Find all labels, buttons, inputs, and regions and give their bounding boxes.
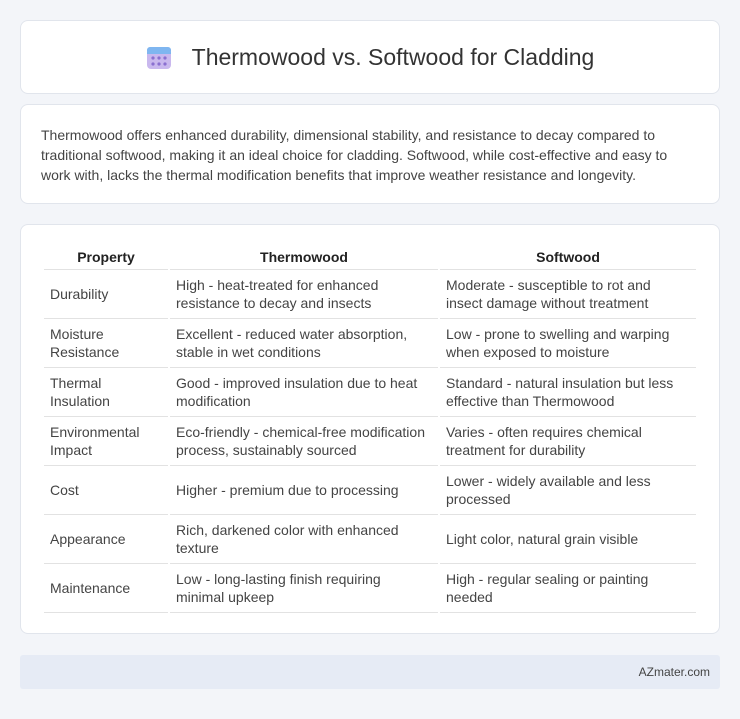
header-property: Property (44, 245, 168, 270)
table-row (44, 564, 696, 613)
table-row (44, 270, 696, 319)
cell-thermowood: Excellent - reduced water absorption, stable in wet conditions (170, 319, 438, 368)
cell-softwood: Light color, natural grain visible (440, 515, 696, 564)
cell-softwood: Standard - natural insulation but less effective than Thermowood (440, 368, 696, 417)
cell-property: Thermal Insulation (44, 368, 168, 417)
cell-softwood: High - regular sealing or painting needed (440, 564, 696, 613)
cell-thermowood: Rich, darkened color with enhanced texture (170, 515, 438, 564)
cell-property: Maintenance (44, 564, 168, 613)
table-row (44, 319, 696, 368)
table-row (44, 515, 696, 564)
table-header-row (44, 245, 696, 270)
cell-thermowood: High - heat-treated for enhanced resistance to decay and insects (170, 270, 438, 319)
cell-thermowood: Eco-friendly - chemical-free modification process, sustainably sourced (170, 417, 438, 466)
cell-property: Environmental Impact (44, 417, 168, 466)
table-row (44, 368, 696, 417)
intro-text: Thermowood offers enhanced durability, dimensional stability, and resistance to decay compared to traditional softwood, making it an ideal choice for cladding. Softwood, while cost-effective and easy to work with, lacks the thermal modification benefits that improve weather resistance and longevity. (41, 127, 668, 183)
cell-property: Durability (44, 270, 168, 319)
footer-brand[interactable]: AZmater.com (638, 665, 710, 679)
header-thermowood: Thermowood (170, 245, 438, 270)
comparison-table (42, 245, 698, 613)
table-row (44, 466, 696, 515)
page-title: Thermowood vs. Softwood for Cladding (191, 43, 595, 70)
cell-softwood: Lower - widely available and less processed (440, 466, 696, 515)
table-card (20, 224, 720, 634)
cell-property: Cost (44, 466, 168, 515)
cell-thermowood: Low - long-lasting finish requiring minimal upkeep (170, 564, 438, 613)
title-card (20, 20, 720, 94)
cell-softwood: Moderate - susceptible to rot and insect damage without treatment (440, 270, 696, 319)
intro-card (20, 104, 720, 204)
header-softwood: Softwood (440, 245, 696, 270)
table-row (44, 417, 696, 466)
cell-softwood: Varies - often requires chemical treatment for durability (440, 417, 696, 466)
footer (20, 655, 720, 689)
calendar-icon (146, 44, 172, 70)
cell-property: Moisture Resistance (44, 319, 168, 368)
cell-property: Appearance (44, 515, 168, 564)
cell-thermowood: Good - improved insulation due to heat modification (170, 368, 438, 417)
cell-softwood: Low - prone to swelling and warping when exposed to moisture (440, 319, 696, 368)
cell-thermowood: Higher - premium due to processing (170, 466, 438, 515)
